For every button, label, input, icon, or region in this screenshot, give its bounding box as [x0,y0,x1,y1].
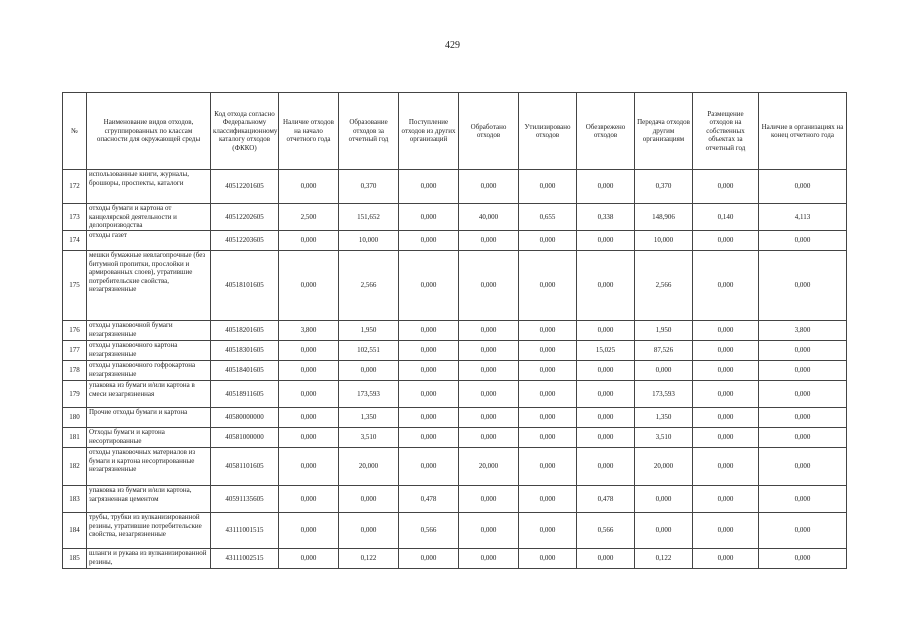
value-cell: 0,000 [759,381,847,408]
waste-name-cell: Прочие отходы бумаги и картона [87,408,211,428]
value-cell: 0,000 [399,549,459,569]
value-cell: 0,000 [519,321,577,341]
waste-name-cell: отходы упаковочного гофрокартона незагрязненные [87,361,211,381]
value-cell: 0,000 [399,381,459,408]
waste-name-cell: упаковка из бумаги и/или картона в смеси незагрязненная [87,381,211,408]
value-cell: 0,000 [577,428,635,448]
value-cell: 0,000 [693,428,759,448]
fkko-code-cell: 43111001515 [211,513,279,549]
value-cell: 2,566 [635,251,693,321]
col-header: Передача отходов другим организациям [635,93,693,170]
col-header: Наличие отходов на начало отчетного года [279,93,339,170]
value-cell: 0,000 [279,549,339,569]
row-number: 172 [63,170,87,204]
value-cell: 1,950 [635,321,693,341]
fkko-code-cell: 40518911605 [211,381,279,408]
waste-name-cell: использованные книги, журналы, брошюры, проспекты, каталоги [87,170,211,204]
table-row [63,486,847,513]
value-cell: 0,000 [635,513,693,549]
value-cell: 0,000 [693,361,759,381]
value-cell: 0,000 [519,341,577,361]
fkko-code-cell: 43111002515 [211,549,279,569]
col-header: № [63,93,87,170]
value-cell: 0,000 [339,486,399,513]
waste-name-cell: отходы упаковочного картона незагрязненные [87,341,211,361]
value-cell: 0,000 [577,408,635,428]
value-cell: 1,350 [635,408,693,428]
row-number: 184 [63,513,87,549]
value-cell: 0,000 [693,231,759,251]
value-cell: 0,000 [577,251,635,321]
fkko-code-cell: 40580000000 [211,408,279,428]
waste-name-cell: мешки бумажные невлагопрочные (без битумной пропитки, прослойки и армированных слоев), утратившие потребительские свойства, незагрязненные [87,251,211,321]
value-cell: 0,000 [339,513,399,549]
waste-name-cell: отходы упаковочной бумаги незагрязненные [87,321,211,341]
row-number: 185 [63,549,87,569]
col-header: Обработано отходов [459,93,519,170]
value-cell: 10,000 [339,231,399,251]
value-cell: 0,000 [459,251,519,321]
fkko-code-cell: 40518201605 [211,321,279,341]
value-cell: 0,000 [577,361,635,381]
value-cell: 0,000 [693,170,759,204]
waste-table [62,92,847,569]
value-cell: 0,370 [635,170,693,204]
value-cell: 0,000 [519,549,577,569]
value-cell: 0,000 [519,361,577,381]
waste-name-cell: отходы газет [87,231,211,251]
row-number: 182 [63,448,87,486]
value-cell: 0,000 [459,428,519,448]
value-cell: 0,000 [759,341,847,361]
value-cell: 40,000 [459,204,519,231]
value-cell: 3,800 [759,321,847,341]
col-header: Код отхода согласно Федеральному классификационному каталогу отходов (ФККО) [211,93,279,170]
fkko-code-cell: 40591135605 [211,486,279,513]
value-cell: 0,000 [519,428,577,448]
value-cell: 3,800 [279,321,339,341]
value-cell: 15,025 [577,341,635,361]
col-header: Поступление отходов из других организаций [399,93,459,170]
waste-name-cell: Отходы бумаги и картона несортированные [87,428,211,448]
table-row [63,251,847,321]
row-number: 178 [63,361,87,381]
value-cell: 0,000 [693,381,759,408]
value-cell: 0,000 [759,231,847,251]
value-cell: 0,000 [399,408,459,428]
value-cell: 0,000 [459,341,519,361]
value-cell: 0,000 [693,341,759,361]
value-cell: 0,000 [279,170,339,204]
table-row [63,513,847,549]
table-row [63,231,847,251]
value-cell: 0,000 [635,486,693,513]
value-cell: 102,551 [339,341,399,361]
value-cell: 0,000 [399,361,459,381]
value-cell: 0,000 [577,448,635,486]
fkko-code-cell: 40581101605 [211,448,279,486]
value-cell: 2,500 [279,204,339,231]
value-cell: 0,000 [399,321,459,341]
fkko-code-cell: 40518301605 [211,341,279,361]
waste-name-cell: упаковка из бумаги и/или картона, загрязненная цементом [87,486,211,513]
value-cell: 0,000 [399,428,459,448]
value-cell: 0,000 [519,170,577,204]
fkko-code-cell: 40512201605 [211,170,279,204]
table-row [63,381,847,408]
page-number: 429 [445,40,460,51]
value-cell: 0,000 [693,408,759,428]
col-header: Размещение отходов на собственных объектах за отчетный год [693,93,759,170]
value-cell: 0,655 [519,204,577,231]
value-cell: 20,000 [339,448,399,486]
value-cell: 87,526 [635,341,693,361]
value-cell: 0,000 [399,251,459,321]
value-cell: 0,122 [339,549,399,569]
value-cell: 3,510 [635,428,693,448]
value-cell: 173,593 [635,381,693,408]
value-cell: 0,000 [279,428,339,448]
row-number: 177 [63,341,87,361]
value-cell: 0,000 [693,448,759,486]
value-cell: 0,370 [339,170,399,204]
value-cell: 0,000 [459,231,519,251]
value-cell: 0,478 [399,486,459,513]
value-cell: 1,350 [339,408,399,428]
col-header: Утилизировано отходов [519,93,577,170]
value-cell: 0,000 [459,513,519,549]
value-cell: 0,000 [399,448,459,486]
value-cell: 0,000 [459,321,519,341]
value-cell: 3,510 [339,428,399,448]
fkko-code-cell: 40518401605 [211,361,279,381]
waste-name-cell: отходы бумаги и картона от канцелярской деятельности и делопроизводства [87,204,211,231]
col-header: Наличие в организациях на конец отчетного года [759,93,847,170]
value-cell: 0,000 [759,408,847,428]
value-cell: 0,000 [459,361,519,381]
table-row [63,549,847,569]
value-cell: 0,000 [279,408,339,428]
table-row [63,408,847,428]
value-cell: 0,000 [279,251,339,321]
value-cell: 0,140 [693,204,759,231]
value-cell: 0,000 [759,170,847,204]
row-number: 181 [63,428,87,448]
value-cell: 0,000 [459,408,519,428]
waste-name-cell: шланги и рукава из вулканизированной резины, [87,549,211,569]
value-cell: 0,566 [399,513,459,549]
value-cell: 0,000 [759,251,847,321]
value-cell: 0,000 [279,361,339,381]
value-cell: 0,000 [279,231,339,251]
table-header-row [63,93,847,170]
table-row [63,448,847,486]
value-cell: 0,566 [577,513,635,549]
value-cell: 0,000 [577,231,635,251]
table-row [63,428,847,448]
value-cell: 20,000 [459,448,519,486]
fkko-code-cell: 40512202605 [211,204,279,231]
row-number: 179 [63,381,87,408]
col-header: Обезврежено отходов [577,93,635,170]
value-cell: 0,000 [759,361,847,381]
value-cell: 0,000 [279,341,339,361]
waste-name-cell: трубы, трубки из вулканизированной резины, утратившие потребительские свойства, незагрязненные [87,513,211,549]
value-cell: 0,000 [399,204,459,231]
value-cell: 0,000 [399,341,459,361]
value-cell: 20,000 [635,448,693,486]
table-row [63,204,847,231]
value-cell: 0,000 [459,381,519,408]
value-cell: 1,950 [339,321,399,341]
value-cell: 0,000 [759,549,847,569]
value-cell: 0,000 [519,513,577,549]
waste-name-cell: отходы упаковочных материалов из бумаги и картона несортированные незагрязненные [87,448,211,486]
value-cell: 0,000 [339,361,399,381]
value-cell: 0,000 [519,408,577,428]
value-cell: 0,000 [399,231,459,251]
value-cell: 0,000 [577,549,635,569]
row-number: 173 [63,204,87,231]
value-cell: 151,652 [339,204,399,231]
value-cell: 0,000 [519,251,577,321]
value-cell: 0,000 [759,448,847,486]
value-cell: 0,000 [279,448,339,486]
value-cell: 0,478 [577,486,635,513]
value-cell: 0,000 [759,513,847,549]
fkko-code-cell: 40512203605 [211,231,279,251]
table-row [63,170,847,204]
value-cell: 0,122 [635,549,693,569]
value-cell: 2,566 [339,251,399,321]
value-cell: 4,113 [759,204,847,231]
value-cell: 0,000 [279,486,339,513]
value-cell: 0,000 [279,381,339,408]
value-cell: 0,000 [759,428,847,448]
value-cell: 10,000 [635,231,693,251]
value-cell: 0,000 [519,381,577,408]
row-number: 183 [63,486,87,513]
col-header: Образование отходов за отчетный год [339,93,399,170]
table-row [63,361,847,381]
value-cell: 0,000 [577,321,635,341]
value-cell: 0,000 [693,513,759,549]
value-cell: 0,000 [519,448,577,486]
value-cell: 148,906 [635,204,693,231]
value-cell: 0,000 [577,170,635,204]
value-cell: 0,000 [519,231,577,251]
value-cell: 0,000 [759,486,847,513]
value-cell: 0,000 [635,361,693,381]
value-cell: 0,000 [693,321,759,341]
fkko-code-cell: 40581000000 [211,428,279,448]
value-cell: 0,000 [459,549,519,569]
value-cell: 0,000 [693,549,759,569]
value-cell: 0,000 [693,486,759,513]
value-cell: 0,000 [459,486,519,513]
value-cell: 173,593 [339,381,399,408]
row-number: 175 [63,251,87,321]
table-row [63,321,847,341]
value-cell: 0,338 [577,204,635,231]
row-number: 174 [63,231,87,251]
value-cell: 0,000 [399,170,459,204]
value-cell: 0,000 [459,170,519,204]
value-cell: 0,000 [693,251,759,321]
value-cell: 0,000 [279,513,339,549]
value-cell: 0,000 [519,486,577,513]
value-cell: 0,000 [577,381,635,408]
table-row [63,341,847,361]
fkko-code-cell: 40518101605 [211,251,279,321]
row-number: 180 [63,408,87,428]
row-number: 176 [63,321,87,341]
col-header: Наименование видов отходов, сгруппированных по классам опасности для окружающей среды [87,93,211,170]
